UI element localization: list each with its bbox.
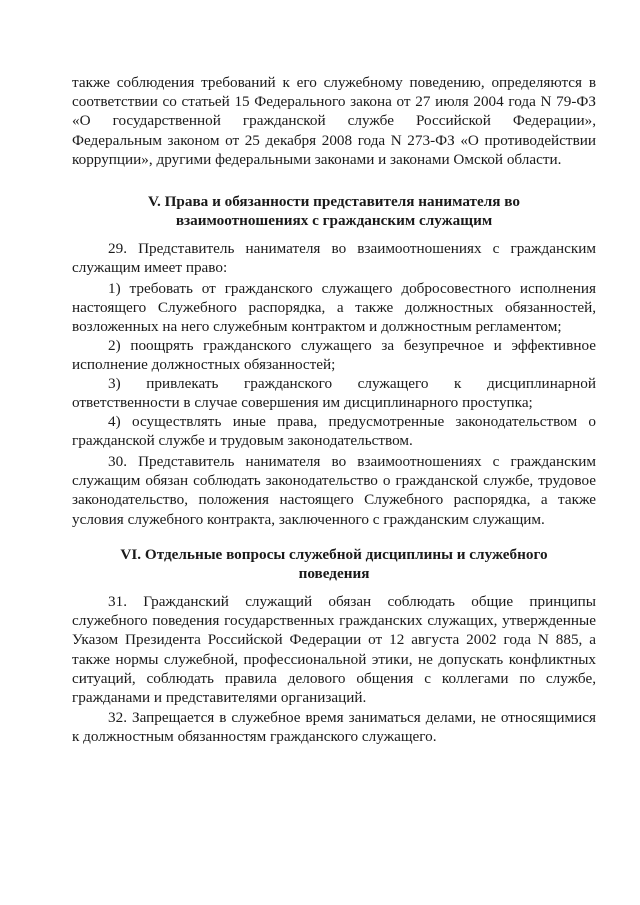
list-item-4: 4) осуществлять иные права, предусмотренные законодательством о гражданской службе и трудовым законодательством. (72, 413, 596, 450)
section-v-heading (72, 192, 596, 230)
paragraph-30: 30. Представитель нанимателя во взаимоотношениях с гражданским служащим обязан соблюдать законодательство о гражданской службе, трудовое законодательство, положения настоящего Служебного распорядка, а также условия служебного контракта, заключенного с гражданским служащим. (72, 453, 596, 528)
section-v-title-line-2: взаимоотношениях с гражданским служащим (175, 212, 493, 229)
list-item-1: 1) требовать от гражданского служащего добросовестного исполнения настоящего Служебного распорядка, а также должностных обязанностей, возложенных на него служебным контрактом и должностным регламентом; (72, 280, 596, 336)
section-v-title-line-1: V. Права и обязанности представителя нанимателя во (148, 193, 520, 210)
paragraph-31: 31. Гражданский служащий обязан соблюдать общие принципы служебного поведения государственных гражданских служащих, утвержденные Указом Президента Российской Федерации от 12 августа 2002 года N 885, а также нормы служебной, профессиональной этики, не допускать конфликтных ситуаций, соблюдать правила делового общения с коллегами по службе, гражданами и представителями организаций. (72, 593, 596, 707)
intro-paragraph: также соблюдения требований к его служебному поведению, определяются в соответствии со статьей 15 Федерального закона от 27 июля 2004 года N 79-ФЗ «О государственной гражданской службе Российской Федерации», Федеральным законом от 25 декабря 2008 года N 273-ФЗ «О противодействии коррупции», другими федеральными законами и законами Омской области. (72, 74, 596, 168)
section-vi-title-line-2: поведения (298, 565, 370, 582)
list-item-3: 3) привлекать гражданского служащего к дисциплинарной ответственности в случае совершения им дисциплинарного проступка; (72, 375, 596, 412)
section-vi-heading (72, 545, 596, 583)
paragraph-29: 29. Представитель нанимателя во взаимоотношениях с гражданским служащим имеет право: (72, 240, 596, 277)
paragraph-32: 32. Запрещается в служебное время заниматься делами, не относящимися к должностным обязанностям гражданского служащего. (72, 709, 596, 746)
section-vi-title-line-1: VI. Отдельные вопросы служебной дисциплины и служебного (120, 546, 548, 563)
list-item-2: 2) поощрять гражданского служащего за безупречное и эффективное исполнение должностных обязанностей; (72, 337, 596, 374)
